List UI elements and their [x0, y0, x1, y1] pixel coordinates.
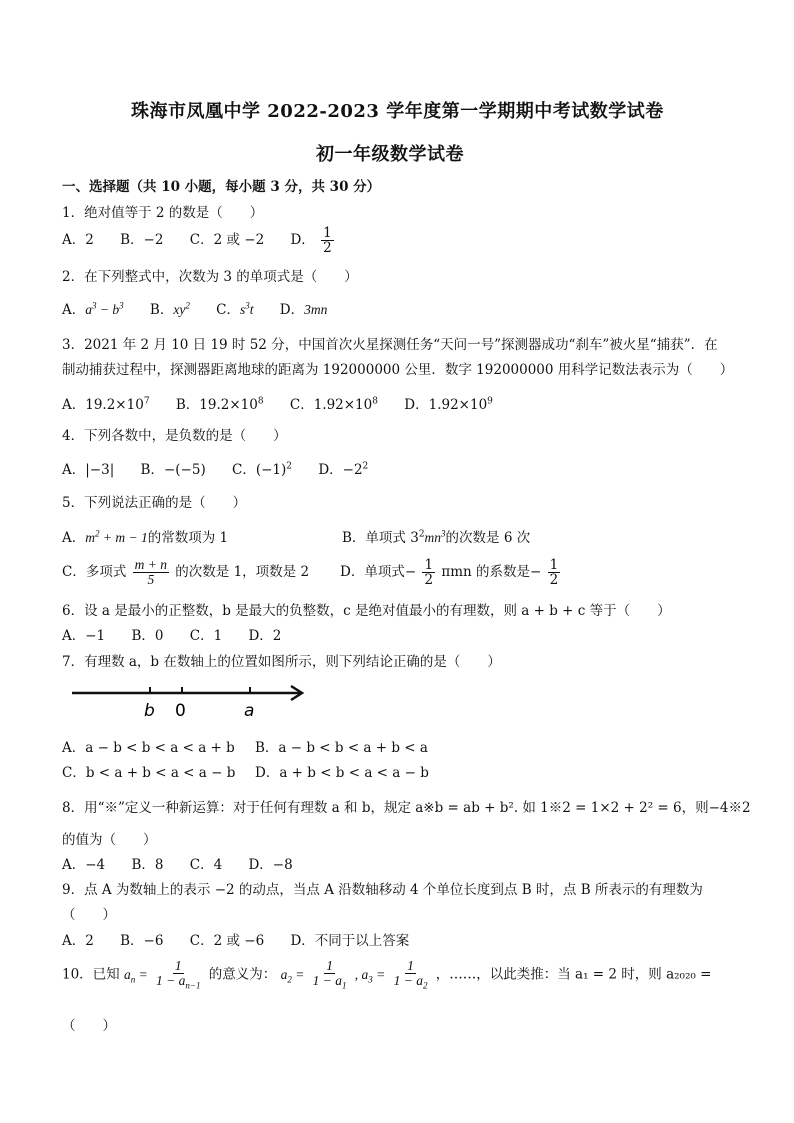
question-7-option-b: B．a − b < b < a + b < a: [255, 740, 428, 756]
fraction-denominator: 5: [147, 572, 155, 588]
option-b-tail: 的次数是 6 次: [445, 530, 531, 546]
page-subtitle: 初一年级数学试卷: [316, 144, 464, 165]
option-d-text: D．1.92×10: [404, 397, 488, 413]
question-9-line-1: 9．点 A 为数轴上的表示 −2 的动点，当点 A 沿数轴移动 4 个单位长度到点 B 时，点 B 所表示的有理数为: [62, 882, 703, 898]
option-b: B．−2: [120, 232, 164, 249]
question-3-options: [62, 393, 515, 413]
option-c: C．2 或 −2: [189, 232, 265, 249]
question-6-stem: 6．设 a 是最小的正整数，b 是最大的负整数，c 是绝对值最小的有理数，则 a + b + c 等于（ ）: [62, 603, 671, 619]
fraction: [548, 558, 561, 587]
option-c-text: C．(−1): [232, 462, 287, 478]
option-a: A．2: [62, 933, 94, 949]
question-5-option-a: A．$m^2 + m - 1$的常数项为 1: [62, 528, 229, 546]
fraction-denominator: 2: [549, 572, 559, 589]
option-d-prefix: D．: [279, 302, 305, 318]
option-a: A．2: [62, 232, 94, 249]
question-10-line-2: （ ）: [62, 1018, 116, 1034]
question-4-options: [62, 458, 390, 478]
page-title: 珠海市凤凰中学 2022-2023 学年度第一学期期中考试数学试卷: [131, 101, 664, 122]
option-b-text: B．19.2×10: [175, 397, 258, 413]
option-c-prefix: C．: [216, 302, 240, 318]
option-c-tail: 的次数是 1，项数是 2: [175, 564, 310, 581]
option-a-text: A．19.2×10: [62, 397, 144, 413]
option-a-prefix: A．: [62, 530, 86, 546]
question-9-line-2: （ ）: [62, 907, 116, 923]
option-d: [290, 225, 335, 257]
option-c: C．1: [189, 628, 223, 644]
fraction-numerator: 1: [323, 225, 332, 241]
question-1-stem: 1．绝对值等于 2 的数是（ ）: [62, 205, 264, 221]
option-c: C．2 或 −6: [189, 933, 265, 949]
option-b: B．−(−5): [140, 462, 206, 478]
question-5-option-b: B．单项式 $3^2mn^3$的次数是 6 次: [342, 528, 531, 546]
option-d-value: 3mn: [304, 302, 328, 317]
question-5-stem: 5．下列说法正确的是（ ）: [62, 495, 247, 511]
option-d-text: D．−2: [318, 462, 363, 478]
option-a: A．−1: [62, 628, 106, 644]
label-0: 0: [175, 701, 186, 721]
option-b: B．8: [131, 857, 164, 873]
question-10-middle: 的意义为：: [208, 966, 277, 983]
question-1-options: [62, 226, 336, 255]
fraction: [321, 226, 334, 255]
option-d-exponent: 2: [362, 461, 369, 472]
fraction-denominator: 2: [323, 240, 332, 257]
option-d: [318, 458, 368, 478]
question-1: [62, 201, 263, 221]
question-4-stem: 4．下列各数中，是负数的是（ ）: [62, 428, 287, 444]
option-c-prefix: C．多项式: [62, 564, 127, 581]
label-a: a: [244, 701, 255, 721]
option-c-exponent: 8: [372, 396, 378, 407]
option-a-tail: 的常数项为 1: [147, 530, 229, 546]
fraction: $\frac{1}{1 - a_{n-1}}$: [156, 958, 201, 991]
option-d-prefix: D．单项式−: [340, 564, 417, 581]
question-7-option-a: A．a − b < b < a < a + b: [62, 740, 235, 756]
option-a-prefix: A．: [62, 302, 86, 318]
section-heading: 一、选择题（共 10 小题，每小题 3 分，共 30 分）: [62, 179, 381, 195]
option-c: [232, 458, 292, 478]
option-a: [62, 393, 150, 413]
option-c: [290, 393, 378, 413]
option-d: D．2: [248, 628, 282, 644]
option-d-middle: πmn 的系数是−: [441, 564, 542, 581]
question-9-options: [62, 929, 431, 949]
fraction-numerator: m + n: [134, 557, 167, 572]
fraction: $\frac{1}{1 - a_2}$: [393, 958, 428, 991]
option-b: B．$xy^2$: [149, 300, 190, 318]
option-a: A．−4: [62, 857, 106, 873]
question-7-option-d: D．a + b < b < a < a − b: [255, 765, 429, 781]
question-6-options: [62, 624, 303, 644]
fraction-numerator: 1: [549, 557, 559, 573]
question-8-line-1: 8．用“※”定义一种新运算：对于任何有理数 a 和 b，规定 a※b = ab + b². 如 1※2 = 1×2 + 2² = 6，则−4※2: [62, 800, 751, 816]
option-b-exponent: 8: [257, 396, 264, 407]
option-a: A．$a^3 - b^3$: [62, 300, 124, 318]
question-2-options: [62, 298, 349, 318]
fraction: $\frac{1}{1 - a_1}$: [312, 958, 347, 991]
question-8-options: [62, 853, 315, 873]
option-b: B．−6: [120, 933, 164, 949]
number-line-diagram: [70, 683, 320, 723]
option-d: [280, 298, 328, 318]
fraction-numerator: 1: [424, 557, 434, 573]
question-7-stem: 7．有理数 a，b 在数轴上的位置如图所示，则下列结论正确的是（ ）: [62, 654, 501, 670]
question-10-line-1: 10．已知 $a_n$ = $\frac{1}{1 - a_{n-1}}$ 的意义为： $a_2$ = $\frac{1}{1 - a_1}$ , $a_3$ = $\frac{1}{1 - a_2}$ ，……，以此类推：当 a₁ = 2 时，则 a₂₀₂₀ =: [62, 958, 712, 991]
option-d-prefix: D．: [290, 232, 315, 249]
option-a-exponent: 7: [143, 396, 150, 407]
option-b: [176, 393, 264, 413]
option-c: C．$s^3t$: [216, 300, 254, 318]
fraction-denominator: 2: [424, 572, 434, 589]
question-5-option-c: [62, 558, 309, 587]
option-d: D．不同于以上答案: [290, 933, 410, 949]
option-b-prefix: B．: [149, 302, 174, 318]
option-d: D．−8: [248, 857, 293, 873]
option-b: B．0: [131, 628, 164, 644]
question-3-line-2: 制动捕获过程中，探测器距离地球的距离为 192000000 公里．数字 192000000 用科学记数法表示为（ ）: [62, 362, 734, 378]
option-c: C．4: [189, 857, 223, 873]
label-b: b: [144, 701, 155, 721]
question-10-prefix: 10．已知: [62, 966, 120, 983]
question-3-line-1: 3．2021 年 2 月 10 日 19 时 52 分，中国首次火星探测任务“天问一号”探测器成功“刹车”被火星“捕获”．在: [62, 337, 718, 353]
option-c-text: C．1.92×10: [289, 397, 373, 413]
question-5-option-d: [340, 558, 562, 587]
question-7-option-c: C．b < a + b < a < a − b: [62, 765, 236, 781]
option-d: [404, 393, 493, 413]
option-c-exponent: 2: [286, 461, 293, 472]
option-a: A．|−3|: [62, 462, 115, 478]
fraction: [422, 558, 435, 587]
question-8-line-2: 的值为（ ）: [62, 832, 157, 848]
option-d-exponent: 9: [487, 396, 493, 407]
fraction: [133, 558, 169, 587]
option-b-prefix: B．单项式 3: [342, 530, 419, 546]
question-10-tail: ，……，以此类推：当 a₁ = 2 时，则 a₂₀₂₀ =: [435, 966, 712, 983]
question-2-stem: 2．在下列整式中，次数为 3 的单项式是（ ）: [62, 269, 358, 285]
